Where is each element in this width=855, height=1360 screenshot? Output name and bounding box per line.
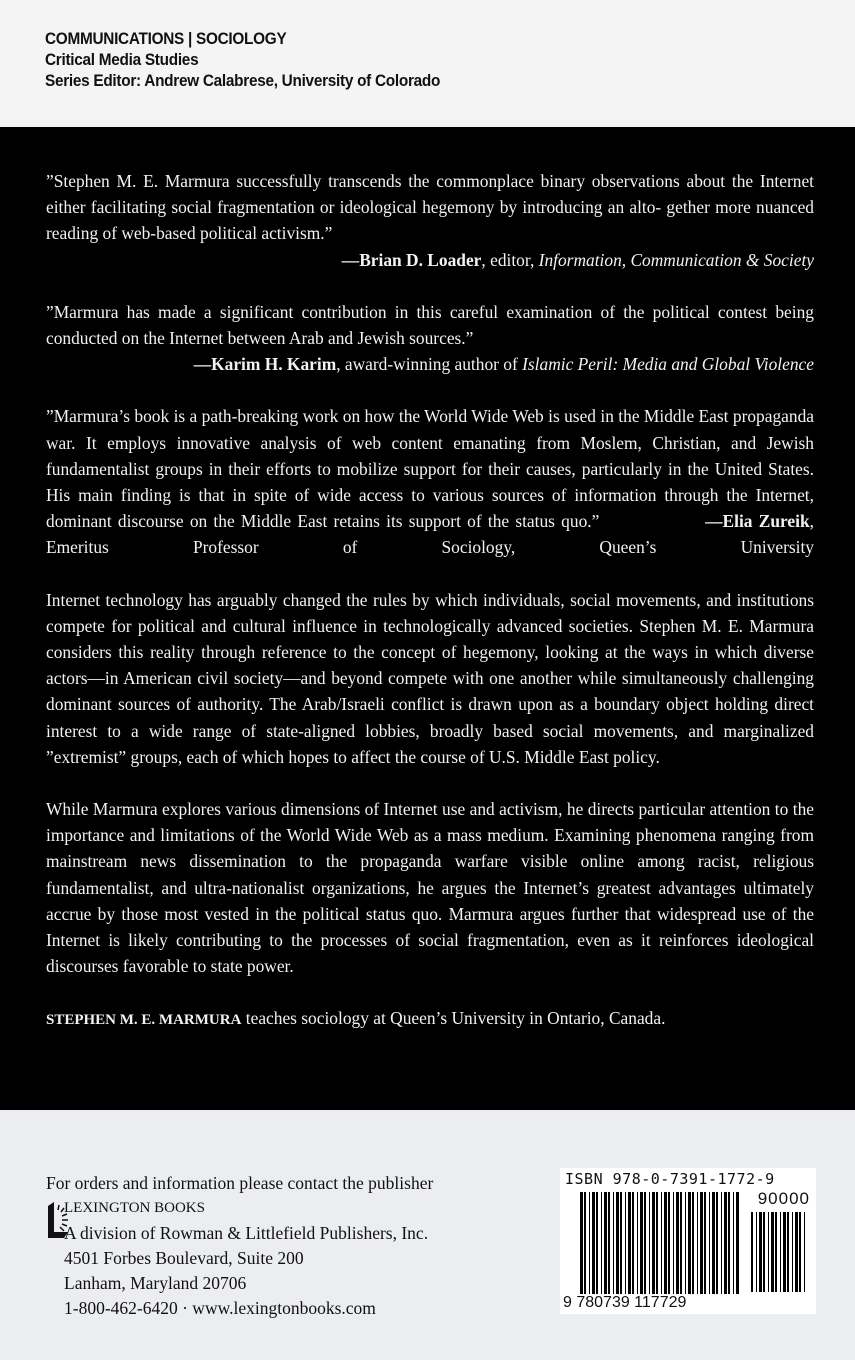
phone-website: 1-800-462-6420 · www.lexingtonbooks.com	[64, 1298, 376, 1318]
barcode-bar	[721, 1192, 722, 1294]
address-line: Lanham, Maryland 20706	[64, 1273, 247, 1293]
barcode-bar	[668, 1192, 670, 1294]
barcode-bar	[676, 1192, 679, 1294]
quote-attribution: —Karim H. Karim, award-winning author of Islamic Peril: Media and Global Violence	[193, 354, 814, 375]
barcode-bar	[712, 1192, 715, 1294]
barcode-bar	[680, 1192, 682, 1294]
barcode-bar	[649, 1192, 650, 1294]
barcode-bar	[804, 1212, 805, 1292]
barcode-bar	[589, 1192, 590, 1294]
barcode-bar	[673, 1192, 674, 1294]
barcode-bar	[799, 1212, 801, 1292]
barcode-bar	[685, 1192, 686, 1294]
barcode-bar	[771, 1212, 774, 1292]
barcode-bar	[759, 1212, 762, 1292]
address-line: 4501 Forbes Boulevard, Suite 200	[64, 1248, 304, 1268]
publisher-panel	[0, 1110, 855, 1360]
barcode-bar	[688, 1192, 691, 1294]
barcode-bar	[697, 1192, 698, 1294]
addon-bars	[751, 1212, 809, 1292]
barcode-bar	[780, 1212, 781, 1292]
barcode-bar	[592, 1192, 595, 1294]
barcode-bar	[724, 1192, 727, 1294]
series-category: COMMUNICATIONS | SOCIOLOGY	[45, 30, 287, 48]
barcode-bar	[640, 1192, 643, 1294]
barcode-bar	[692, 1192, 694, 1294]
barcode-bar	[728, 1192, 730, 1294]
isbn-barcode	[560, 1168, 816, 1314]
publisher-address	[64, 1196, 428, 1321]
publisher-name: LEXINGTON BOOKS	[64, 1200, 205, 1216]
barcode-bar	[608, 1192, 610, 1294]
back-cover-text-panel	[0, 127, 855, 1110]
barcode-bar	[604, 1192, 607, 1294]
barcode-bar	[613, 1192, 614, 1294]
barcode-bar	[709, 1192, 710, 1294]
barcode-bar	[768, 1212, 769, 1292]
quote-text: ”Marmura has made a significant contribution in this careful examination of the political contest being conducted on the Internet between Arab and Jewish sources.”	[46, 301, 814, 349]
author-bio: STEPHEN M. E. MARMURA teaches sociology at Queen’s University in Ontario, Canada.	[46, 1008, 666, 1029]
barcode-bar	[775, 1212, 777, 1292]
quote-text: ”Stephen M. E. Marmura successfully transcends the commonplace binary observations about the Internet either facilitating social fragmentation or ideological hegemony by introducing an alto- gether more nuanced reading of web-based political activism.”	[46, 171, 814, 244]
quote-text: ”Marmura’s book is a path-breaking work on how the World Wide Web is used in the Middle East propaganda war. It employs innovative analysis of web content emanating from Moslem, Christian, and Jewish fundamentalist groups in their efforts to mobilize support for their causes, particularly in the United States. His main finding is that in spite of wide access to various sources of information through the Internet, dominant discourse on the Middle East retains its support of the status quo.” —Elia Zureik, Emeritus Professor of Sociology, Queen’s University	[46, 406, 814, 558]
barcode-digits: 9 780739 117729	[563, 1294, 687, 1311]
barcode-bars	[580, 1192, 742, 1294]
series-editor: Series Editor: Andrew Calabrese, University of Colorado	[45, 72, 441, 90]
barcode-bar	[787, 1212, 789, 1292]
barcode-bar	[700, 1192, 703, 1294]
barcode-bar	[601, 1192, 602, 1294]
barcode-bar	[751, 1212, 753, 1292]
barcode-bar	[628, 1192, 631, 1294]
barcode-bar	[733, 1192, 734, 1294]
barcode-bar	[792, 1212, 793, 1292]
barcode-bar	[783, 1212, 786, 1292]
price-addon: 90000	[757, 1189, 810, 1208]
barcode-bar	[661, 1192, 662, 1294]
series-title: Critical Media Studies	[45, 51, 199, 69]
barcode-bar	[704, 1192, 706, 1294]
barcode-bar	[763, 1212, 765, 1292]
barcode-bar	[664, 1192, 667, 1294]
barcode-bar	[625, 1192, 626, 1294]
barcode-bar	[644, 1192, 646, 1294]
description-paragraph: While Marmura explores various dimensions of Internet use and activism, he directs particular attention to the importance and limitations of the World Wide Web as a mass medium. Examining phenomena ranging from mainstream news dissemination to the propaganda warfare visible online among racist, religious fundamentalist, and ultra-nationalist organizations, he argues the Internet’s greatest advantages ultimately accrue by those most vested in the political status quo. Marmura argues further that widespread use of the Internet is likely contributing to the processes of social fragmentation, even as it reinforces ideological discourses favorable to state power.	[46, 799, 814, 977]
barcode-bar	[736, 1192, 739, 1294]
review-quote	[46, 168, 814, 273]
barcode-bar	[596, 1192, 598, 1294]
barcode-bar	[584, 1192, 586, 1294]
barcode-bar	[632, 1192, 634, 1294]
barcode-bar	[620, 1192, 622, 1294]
quote-attribution: —Brian D. Loader, editor, Information, Communication & Society	[341, 249, 814, 270]
quote-author: —Elia Zureik	[705, 511, 810, 532]
contact-line: For orders and information please contact the publisher	[46, 1173, 434, 1193]
barcode-bar	[656, 1192, 658, 1294]
barcode-bar	[795, 1212, 798, 1292]
description-paragraph: Internet technology has arguably changed the rules by which individuals, social movements, and institutions compete for political and cultural influence in technologically advanced societies. Stephen M. E. Marmura considers this reality through reference to the concept of hegemony, looking at the ways in which diverse actors—in American civil society—and beyond compete with one another while simultaneously challenging dominant sources of authority. The Arab/Israeli conflict is drawn upon as a boundary object holding direct interest to a wide range of state-aligned lobbies, broadly based social movements, and marginalized ”extremist” groups, each of which hopes to affect the course of U.S. Middle East policy.	[46, 589, 814, 767]
barcode-bar	[637, 1192, 638, 1294]
publisher-division: A division of Rowman & Littlefield Publishers, Inc.	[64, 1223, 429, 1243]
barcode-bar	[652, 1192, 655, 1294]
isbn-text: ISBN 978-0-7391-1772-9	[565, 1170, 775, 1188]
barcode-bar	[716, 1192, 718, 1294]
barcode-bar	[756, 1212, 757, 1292]
review-quote	[46, 403, 814, 560]
review-quote	[46, 299, 814, 378]
barcode-bar	[616, 1192, 619, 1294]
series-header	[0, 0, 855, 127]
barcode-bar	[580, 1192, 583, 1294]
